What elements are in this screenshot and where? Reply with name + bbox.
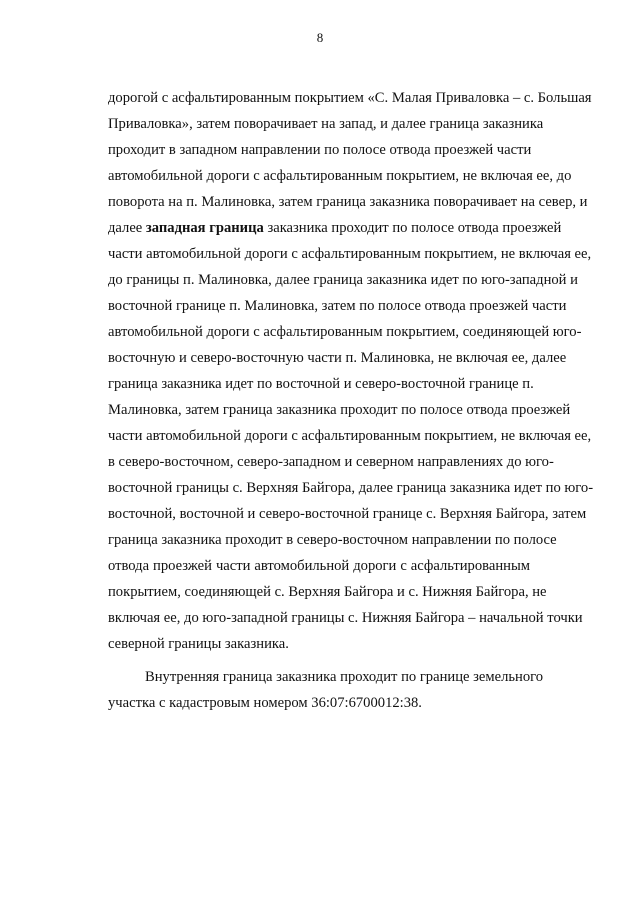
paragraph-spacer [108, 657, 530, 664]
text-line: участка с кадастровым номером 36:07:6700012:38. [108, 695, 422, 711]
text-line: дорогой с асфальтированным покрытием «С. Малая Приваловка – с. Большая [108, 90, 592, 106]
text-line: Приваловка», затем поворачивает на запад, и далее граница заказника [108, 116, 544, 132]
text-line: проходит в западном направлении по полосе отвода проезжей части [108, 142, 532, 158]
text-line: в северо-восточном, северо-западном и северном направлениях до юго- [108, 454, 554, 470]
text-line: Внутренняя граница заказника проходит по границе земельного [145, 669, 544, 685]
text-line: отвода проезжей части автомобильной дороги с асфальтированным [108, 558, 530, 574]
boundary-description [108, 85, 594, 716]
text-line: автомобильной дороги с асфальтированным покрытием, не включая ее, до [108, 168, 572, 184]
text-line: до границы п. Малиновка, далее граница заказника идет по юго-западной и [108, 272, 578, 288]
text-line: автомобильной дороги с асфальтированным покрытием, соединяющей юго- [108, 324, 582, 340]
text-line: северной границы заказника. [108, 636, 289, 652]
text-line: восточную и северо-восточную части п. Малиновка, не включая ее, далее [108, 350, 567, 366]
text-line: части автомобильной дороги с асфальтированным покрытием, не включая ее, [108, 428, 592, 444]
paragraph-boundary-route [108, 85, 594, 657]
text-segment: заказника проходит по полосе отвода проезжей [263, 220, 562, 236]
text-line: граница заказника проходит в северо-восточном направлении по полосе [108, 532, 557, 548]
text-line: восточной границы с. Верхняя Байгора, далее граница заказника идет по юго- [108, 480, 594, 496]
text-line: включая ее, до юго-западной границы с. Нижняя Байгора – начальной точки [108, 610, 583, 626]
text-line: поворота на п. Малиновка, затем граница заказника поворачивает на север, и [108, 194, 588, 210]
text-line: Малиновка, затем граница заказника проходит по полосе отвода проезжей [108, 402, 571, 418]
text-line: восточной границе п. Малиновка, затем по полосе отвода проезжей части [108, 298, 567, 314]
text-line: покрытием, соединяющей с. Верхняя Байгора и с. Нижняя Байгора, не [108, 584, 547, 600]
text-line: части автомобильной дороги с асфальтированным покрытием, не включая ее, [108, 246, 592, 262]
text-line: восточной, восточной и северо-восточной границе с. Верхняя Байгора, затем [108, 506, 587, 522]
text-segment: далее [108, 220, 146, 236]
paragraph-inner-boundary [108, 664, 544, 716]
page-number: 8 [316, 30, 324, 45]
western-boundary-emphasis: западная граница [145, 220, 264, 236]
text-line [108, 215, 562, 241]
text-line: граница заказника идет по восточной и северо-восточной границе п. [108, 376, 534, 392]
